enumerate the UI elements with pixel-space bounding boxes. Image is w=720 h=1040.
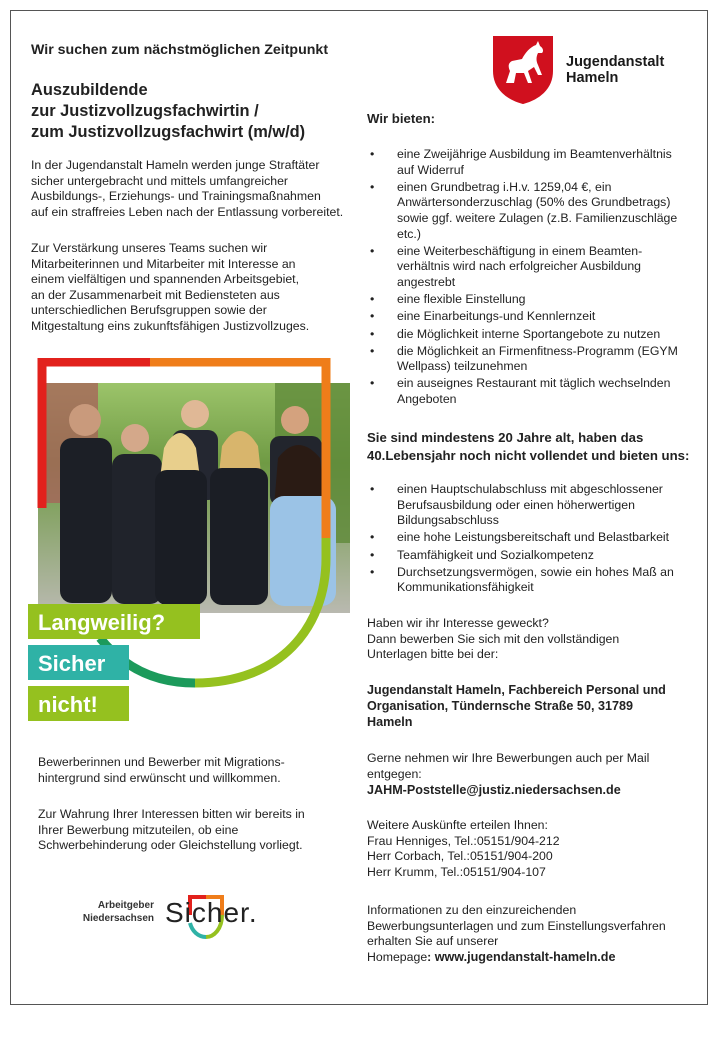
text-line: Mitgestaltung eins zukunftsfähigen Justizvollzuges.: [31, 318, 310, 333]
intro-paragraph-2: [31, 241, 371, 335]
text-line: Bewerberinnen und Bewerber mit Migrations-: [38, 755, 285, 769]
arbeitgeber-logo-text: [78, 899, 154, 925]
disability-note: [38, 807, 358, 854]
list-item-line: Wellpass) teilzunehmen: [397, 359, 528, 374]
text-line: unterschiedlichen Berufsgruppen sowie der: [31, 303, 267, 318]
list-item: [367, 344, 712, 375]
contact-line: Herr Krumm, Tel.:05151/904-107: [367, 864, 546, 879]
requirements-heading: [367, 429, 689, 465]
text-line: Hameln: [367, 715, 413, 729]
slogan-langweilig: Langweilig?: [28, 604, 200, 639]
team-photo-graphic: [30, 358, 350, 693]
homepage-sep: :: [427, 949, 435, 964]
list-item: [367, 548, 712, 564]
list-item-line: • die Möglichkeit interne Sportangebote zu nutzen: [397, 326, 661, 341]
text-line: Organisation, Tündernsche Straße 50, 31789: [367, 699, 633, 713]
list-item: [367, 244, 712, 291]
list-item-line: • ein auseignes Restaurant mit täglich wechselnden: [397, 376, 671, 391]
list-item-line: • eine Einarbeitungs-und Kennlernzeit: [397, 309, 596, 324]
list-item: [367, 327, 712, 343]
homepage-label: Homepage: [367, 949, 428, 964]
contacts: [367, 818, 707, 880]
job-title: [31, 80, 305, 143]
list-item-line: • die Möglichkeit an Firmenfitness-Programm (EGYM: [397, 343, 678, 358]
job-title-line: zur Justizvollzugsfachwirtin /: [31, 102, 259, 120]
apply-intro: [367, 616, 707, 663]
list-item-line: Kommunikationsfähigkeit: [397, 580, 534, 595]
text-line: Mitarbeiterinnen und Mitarbeiter mit Interesse an: [31, 256, 296, 271]
list-item: [367, 309, 712, 325]
text-line: Gerne nehmen wir Ihre Bewerbungen auch per Mail: [367, 751, 650, 765]
list-item-line: • eine flexible Einstellung: [397, 292, 526, 307]
text-line: entgegen:: [367, 766, 422, 781]
text-line: Weitere Auskünfte erteilen Ihnen:: [367, 818, 548, 832]
list-item-line: • Durchsetzungsvermögen, sowie ein hohes Maß an: [397, 564, 674, 579]
list-item-line: • Teamfähigkeit und Sozialkompetenz: [397, 547, 594, 562]
text-line: einem vielfältigen und spannenden Arbeitsgebiet,: [31, 272, 299, 287]
list-item: [367, 530, 712, 546]
text-line: Zur Wahrung Ihrer Interessen bitten wir bereits in: [38, 807, 305, 821]
text-line: Ihrer Bewerbung mitzuteilen, ob eine: [38, 822, 239, 837]
list-item-line: Anwärtersonderzuschlag (50% des Grundbetrags): [397, 195, 671, 210]
text-line: Dann bewerben Sie sich mit den vollständigen: [367, 631, 620, 646]
list-item-line: verhältnis wird nach erfolgreicher Ausbildung: [397, 259, 642, 274]
job-title-line: Auszubildende: [31, 81, 148, 99]
offer-list: [367, 147, 712, 409]
contact-line: Herr Corbach, Tel.:05151/904-200: [367, 849, 553, 864]
list-item: [367, 482, 712, 529]
logo-line: Jugendanstalt: [566, 54, 665, 70]
text-line: an der Zusammenarbeit mit Bediensteten aus: [31, 287, 280, 302]
text-line: 40.Lebensjahr noch nicht vollendet und bieten uns:: [367, 448, 690, 463]
list-item-line: • einen Grundbetrag i.H.v. 1259,04 €, ein: [397, 179, 612, 194]
text-line: hintergrund sind erwünscht und willkommen.: [38, 770, 281, 785]
list-item: [367, 180, 712, 242]
requirements-list: [367, 482, 712, 598]
list-item-line: Bildungsabschluss: [397, 513, 499, 528]
intro-paragraph-1: [31, 158, 371, 220]
text-line: Arbeitgeber: [97, 900, 154, 911]
list-item-line: • eine hohe Leistungsbereitschaft und Belastbarkeit: [397, 530, 670, 545]
text-line: Zur Verstärkung unseres Teams suchen wir: [31, 241, 268, 255]
list-item-line: etc.): [397, 226, 421, 241]
sicher-brand: Sicher.: [165, 897, 258, 928]
text-line: Sie sind mindestens 20 Jahre alt, haben das: [367, 430, 644, 445]
list-item-line: angestrebt: [397, 274, 456, 289]
text-line: Schwerbehinderung oder Gleichstellung vorliegt.: [38, 838, 303, 853]
list-item-line: • einen Hauptschulabschluss mit abgeschlossener: [397, 482, 663, 496]
hiring-line: Wir suchen zum nächstmöglichen Zeitpunkt: [31, 42, 329, 58]
slogan-nicht: nicht!: [28, 686, 129, 721]
logo-wordmark: [566, 54, 664, 86]
list-item-line: auf Widerruf: [397, 162, 464, 177]
text-line: Jugendanstalt Hameln, Fachbereich Personal und: [367, 683, 666, 697]
text-line: Unterlagen bitte bei der:: [367, 647, 499, 662]
contact-line: Frau Henniges, Tel.:05151/904-212: [367, 833, 560, 848]
text-line: Informationen zu den einzureichenden: [367, 903, 577, 917]
text-line: In der Jugendanstalt Hameln werden junge Straftäter: [31, 158, 320, 172]
text-line: auf ein straffreies Leben nach der Entlassung vorbereitet.: [31, 204, 344, 219]
logo-line: Hameln: [566, 70, 619, 86]
list-item-line: • eine Zweijährige Ausbildung im Beamtenverhältnis: [397, 147, 672, 161]
list-item: [367, 565, 712, 596]
migration-note: [38, 755, 358, 786]
niedersachsen-horse-crest-icon: [492, 35, 554, 105]
list-item-line: sowie ggf. weitere Zulagen (z.B. Familienzuschläge: [397, 210, 678, 225]
text-line: sicher untergebracht und mittels umfangreicher: [31, 173, 288, 188]
list-item: [367, 292, 712, 308]
text-line: Niedersachsen: [82, 913, 154, 924]
offer-heading: Wir bieten:: [367, 111, 436, 126]
list-item: [367, 376, 712, 407]
mail-intro: [367, 751, 707, 782]
list-item: [367, 147, 712, 178]
email-link[interactable]: JAHM-Poststelle@justiz.niedersachsen.de: [367, 783, 621, 797]
slogan-sicher: Sicher: [28, 645, 129, 680]
homepage-line: [367, 950, 712, 966]
list-item-line: • eine Weiterbeschäftigung in einem Beamten-: [397, 243, 643, 258]
text-line: Haben wir ihr Interesse geweckt?: [367, 616, 549, 630]
job-title-line: zum Justizvollzugsfachwirt (m/w/d): [31, 123, 306, 141]
info-paragraph: [367, 903, 712, 965]
text-line: erhalten Sie auf unserer: [367, 934, 499, 949]
list-item-line: Angeboten: [397, 392, 457, 407]
text-line: Bewerbungsunterlagen und zum Einstellungsverfahren: [367, 918, 666, 933]
list-item-line: Berufsausbildung oder einen höherwertigen: [397, 497, 635, 512]
homepage-link[interactable]: www.jugendanstalt-hameln.de: [434, 949, 616, 964]
text-line: Ausbildungs-, Erziehungs- und Trainingsmaßnahmen: [31, 189, 321, 204]
apply-address: [367, 682, 712, 730]
